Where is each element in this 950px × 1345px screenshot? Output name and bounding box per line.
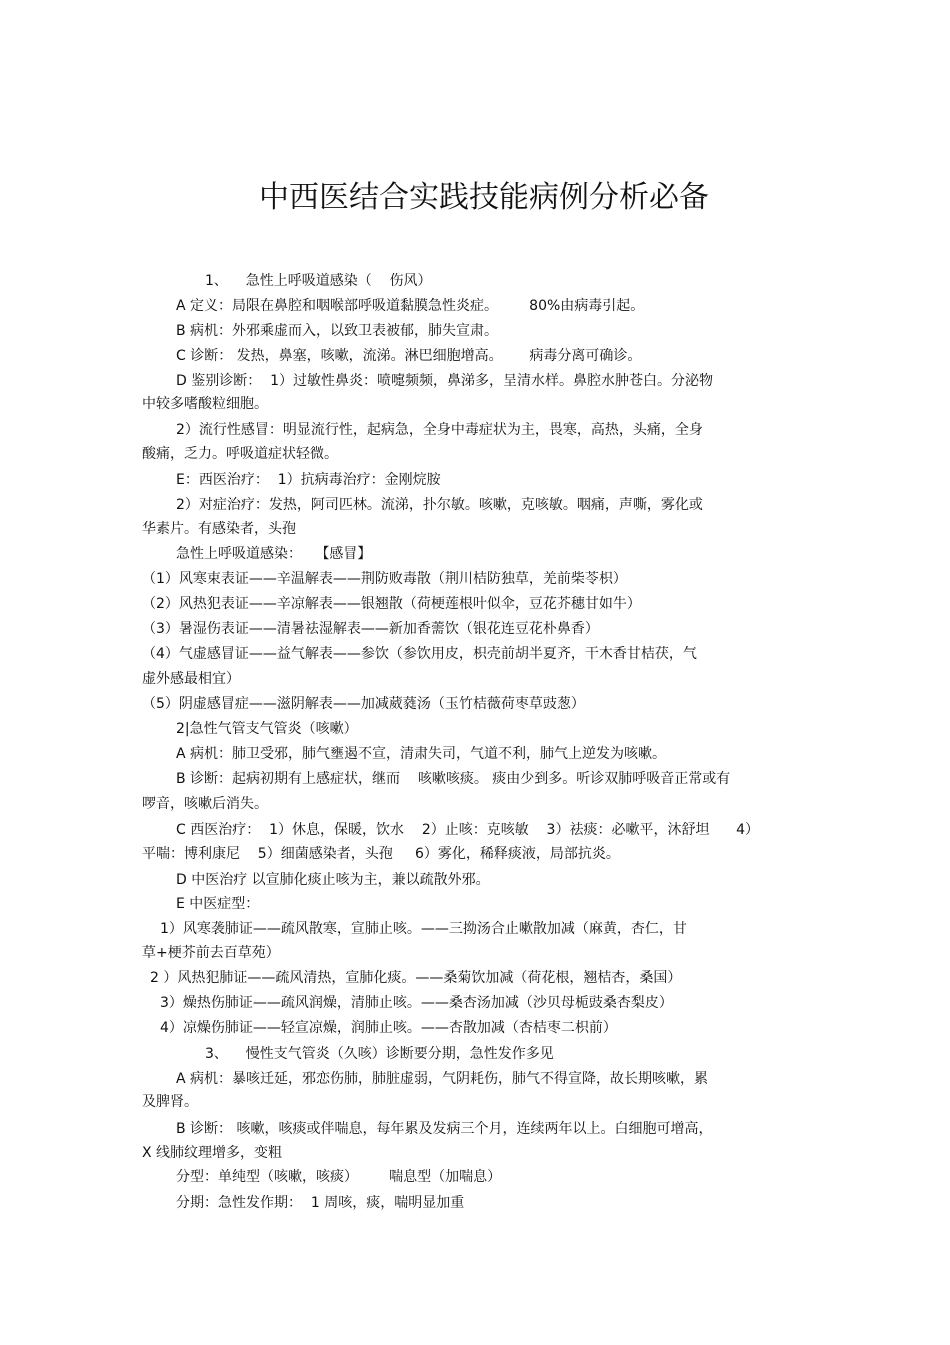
text-line: （4）气虚感冒证——益气解表——参饮（参饮用皮，枳壳前胡半夏齐，干木香甘桔茯，气 [142, 646, 697, 662]
text-line: （5）阴虚感冒症——滋阴解表——加减葳蕤汤（玉竹桔薇荷枣草豉葱） [142, 696, 585, 712]
text-line: 2）对症治疗：发热，阿司匹林。流涕，扑尔敏。咳嗽，克咳敏。咽痛，声嘶，雾化或 [176, 497, 703, 513]
text-line: 急性上呼吸道感染： 【感冒】 [176, 546, 372, 562]
text-line: 2 ）风热犯肺证——疏风清热，宣肺化痰。——桑菊饮加减（荷花根，翘桔杏，桑国） [150, 970, 682, 986]
text-line: 2|急性气管支气管炎（咳嗽） [176, 721, 358, 737]
document-title: 中西医结合实践技能病例分析必备 [259, 180, 709, 215]
text-line: 1、 急性上呼吸道感染（ 伤风） [205, 273, 432, 289]
text-line: 3、 慢性支气管炎（久咳）诊断要分期，急性发作多见 [205, 1046, 554, 1062]
text-line: 啰音，咳嗽后消失。 [142, 796, 268, 812]
text-line: E：西医治疗： 1）抗病毒治疗：金刚烷胺 [176, 472, 441, 488]
text-line: 华素片。有感染者，头孢 [142, 521, 296, 537]
text-line: C 西医治疗： 1）休息，保暖，饮水 2）止咳：克咳敏 3）祛痰：必嗽平，沐舒坦 4） [176, 822, 760, 838]
text-line: D 中医治疗 以宣肺化痰止咳为主，兼以疏散外邪。 [176, 872, 490, 888]
text-line: 及脾肾。 [142, 1094, 198, 1110]
text-line: 2）流行性感冒：明显流行性，起病急，全身中毒症状为主，畏寒，高热，头痛，全身 [176, 422, 703, 438]
text-line: 4）凉燥伤肺证——轻宣凉燥，润肺止咳。——杏散加减（杏桔枣二枳前） [160, 1020, 617, 1036]
text-line: 分型：单纯型（咳嗽，咳痰） 喘息型（加喘息） [176, 1169, 502, 1185]
text-line: B 病机：外邪乘虚而入，以致卫表被郁，肺失宣肃。 [176, 323, 499, 339]
text-line: 1）风寒袭肺证——疏风散寒，宣肺止咳。——三拗汤合止嗽散加减（麻黄，杏仁，甘 [160, 921, 687, 937]
text-line: A 定义：局限在鼻腔和咽喉部呼吸道黏膜急性炎症。 80%由病毒引起。 [176, 298, 645, 314]
text-line: 3）燥热伤肺证——疏风润燥，清肺止咳。——桑杏汤加减（沙贝母栀豉桑杏梨皮） [160, 995, 673, 1011]
text-line: D 鉴别诊断： 1）过敏性鼻炎：喷嚏频频，鼻涕多，呈清水样。鼻腔水肿苍白。分泌物 [176, 373, 714, 389]
text-line: 分期：急性发作期： 1 周咳，痰，喘明显加重 [176, 1195, 465, 1211]
text-line: A 病机：肺卫受邪，肺气壅遏不宣，清肃失司，气道不利，肺气上逆发为咳嗽。 [176, 746, 667, 762]
text-line: 平喘：博利康尼 5）细菌感染者，头孢 6）雾化，稀释痰液，局部抗炎。 [142, 846, 620, 862]
text-line: 中较多嗜酸粒细胞。 [142, 396, 268, 412]
text-line: B 诊断：起病初期有上感症状，继而 咳嗽咳痰。 痰由少到多。听诊双肺呼吸音正常或有 [176, 771, 731, 787]
text-line: X 线肺纹理增多，变粗 [142, 1145, 283, 1161]
text-line: A 病机：暴咳迁延，邪恋伤肺，肺脏虚弱，气阴耗伤，肺气不得宣降，故长期咳嗽，累 [176, 1071, 709, 1087]
text-line: （2）风热犯表证——辛凉解表——银翘散（荷梗莲根叶似伞，豆花芥穗甘如牛） [142, 596, 641, 612]
text-line: E 中医症型： [176, 896, 260, 912]
text-line: B 诊断： 咳嗽，咳痰或伴喘息，每年累及发病三个月，连续两年以上。白细胞可增高， [176, 1121, 713, 1137]
text-line: 酸痛，乏力。呼吸道症状轻微。 [142, 446, 338, 462]
text-line: （3）暑湿伤表证——清暑祛湿解表——新加香薷饮（银花连豆花朴鼻香） [142, 621, 599, 637]
text-line: 草+梗芥前去百草苑） [142, 945, 280, 961]
text-line: 虚外感最相宜） [142, 671, 240, 687]
text-line: C 诊断： 发热，鼻塞，咳嗽，流涕。淋巴细胞增高。 病毒分离可确诊。 [176, 348, 642, 364]
text-line: （1）风寒束表证——辛温解表——荆防败毒散（荆川桔防独草，羌前柴苓枳） [142, 571, 627, 587]
